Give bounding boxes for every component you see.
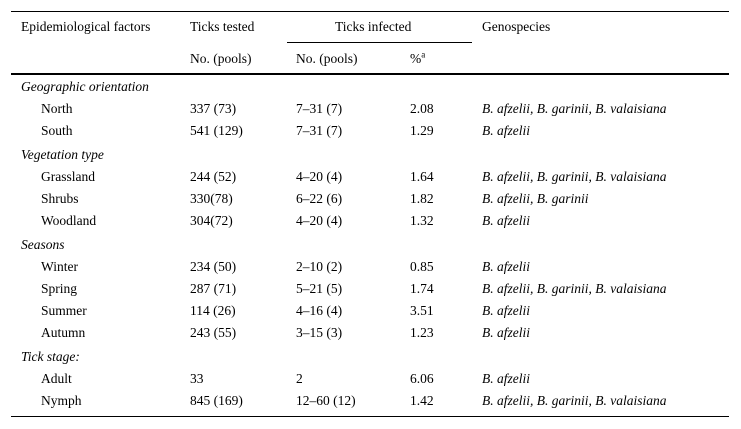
percent-footnote-marker: a: [421, 49, 426, 60]
row-factor: Woodland: [41, 213, 97, 228]
row-percent: 1.82: [410, 191, 434, 206]
row-percent: 6.06: [410, 371, 434, 386]
row-genospecies: B. afzelii: [482, 213, 530, 228]
row-genospecies: B. afzelii, B. garinii, B. valaisiana: [482, 101, 667, 116]
top-rule: [11, 11, 729, 12]
row-genospecies: B. afzelii: [482, 259, 530, 274]
row-infected: 12–60 (12): [296, 393, 356, 408]
row-tested: 244 (52): [190, 169, 237, 184]
row-percent: 1.74: [410, 281, 434, 296]
row-factor: South: [41, 123, 73, 138]
row-percent: 1.42: [410, 393, 434, 408]
row-percent: 0.85: [410, 259, 434, 274]
row-factor: Autumn: [41, 325, 86, 340]
header-genospecies: Genospecies: [482, 19, 551, 34]
row-genospecies: B. afzelii, B. garinii, B. valaisiana: [482, 169, 667, 184]
group-label: Seasons: [21, 237, 65, 252]
row-infected: 7–31 (7): [296, 101, 343, 116]
row-factor: North: [41, 101, 73, 116]
row-percent: 2.08: [410, 101, 434, 116]
row-infected: 7–31 (7): [296, 123, 343, 138]
header-tested: Ticks tested: [190, 19, 255, 34]
group-label: Geographic orientation: [21, 79, 149, 94]
row-factor: Spring: [41, 281, 78, 296]
row-percent: 1.32: [410, 213, 434, 228]
row-tested: 304(72): [190, 213, 233, 228]
row-tested: 243 (55): [190, 325, 237, 340]
row-genospecies: B. afzelii, B. garinii, B. valaisiana: [482, 281, 667, 296]
row-infected: 2: [296, 371, 303, 386]
header-infected-no-pools: No. (pools): [296, 51, 358, 66]
row-infected: 4–20 (4): [296, 169, 343, 184]
row-percent: 1.29: [410, 123, 434, 138]
row-tested: 845 (169): [190, 393, 243, 408]
group-label: Vegetation type: [21, 147, 104, 162]
row-factor: Shrubs: [41, 191, 79, 206]
row-tested: 337 (73): [190, 101, 237, 116]
row-genospecies: B. afzelii: [482, 325, 530, 340]
row-factor: Summer: [41, 303, 87, 318]
row-percent: 1.64: [410, 169, 434, 184]
row-factor: Winter: [41, 259, 78, 274]
row-genospecies: B. afzelii, B. garinii, B. valaisiana: [482, 393, 667, 408]
row-tested: 287 (71): [190, 281, 237, 296]
group-label: Tick stage:: [21, 349, 80, 364]
row-infected: 6–22 (6): [296, 191, 343, 206]
row-tested: 33: [190, 371, 204, 386]
header-tested-no-pools: No. (pools): [190, 51, 252, 66]
header-infected: Ticks infected: [335, 19, 412, 34]
header-bottom-rule: [11, 73, 729, 75]
row-tested: 541 (129): [190, 123, 243, 138]
row-genospecies: B. afzelii: [482, 123, 530, 138]
row-infected: 5–21 (5): [296, 281, 343, 296]
header-factors: Epidemiological factors: [21, 19, 151, 34]
row-tested: 330(78): [190, 191, 233, 206]
infected-span-rule: [287, 42, 472, 43]
row-percent: 1.23: [410, 325, 434, 340]
row-infected: 3–15 (3): [296, 325, 343, 340]
row-factor: Grassland: [41, 169, 95, 184]
row-tested: 114 (26): [190, 303, 236, 318]
row-infected: 2–10 (2): [296, 259, 343, 274]
row-genospecies: B. afzelii: [482, 371, 530, 386]
header-percent: %$^a$: [410, 49, 426, 66]
row-percent: 3.51: [410, 303, 434, 318]
row-factor: Nymph: [41, 393, 82, 408]
row-infected: 4–20 (4): [296, 213, 343, 228]
row-tested: 234 (50): [190, 259, 237, 274]
row-genospecies: B. afzelii, B. garinii: [482, 191, 589, 206]
bottom-rule: [11, 416, 729, 417]
row-factor: Adult: [41, 371, 72, 386]
row-genospecies: B. afzelii: [482, 303, 530, 318]
row-infected: 4–16 (4): [296, 303, 343, 318]
